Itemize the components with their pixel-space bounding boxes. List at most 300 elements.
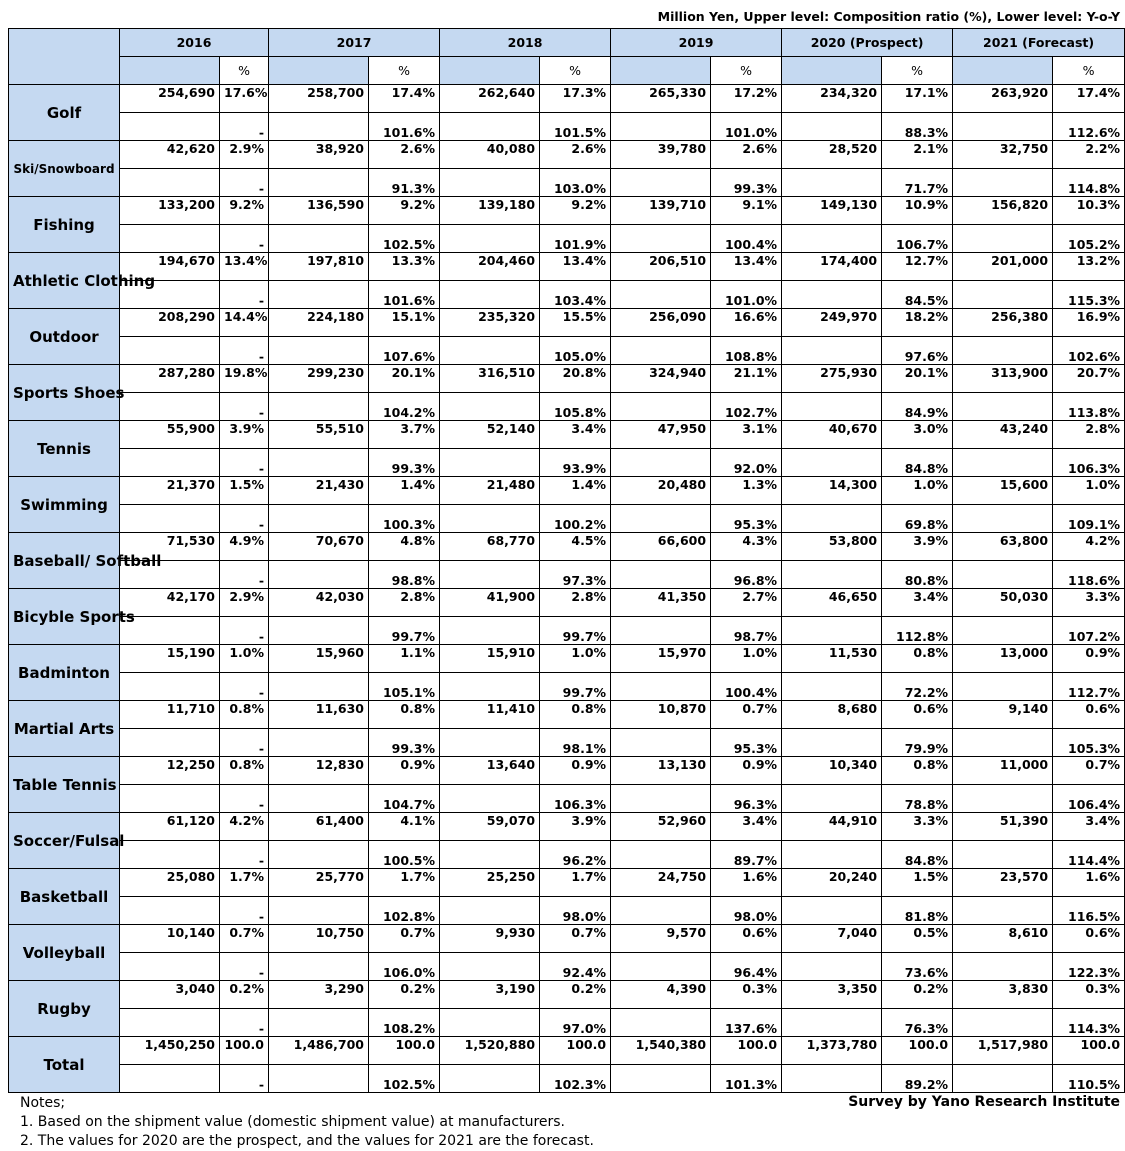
category-label: Tennis (9, 421, 120, 477)
table-row (9, 365, 1125, 393)
value-cell: 235,320 (440, 309, 540, 337)
value-cell: 20,240 (782, 869, 882, 897)
yoy-cell: 108.2% (369, 1009, 440, 1037)
value-cell: 15,910 (440, 645, 540, 673)
table-row-yoy (9, 1065, 1125, 1093)
yoy-blank-cell (120, 953, 220, 981)
share-cell: 16.6% (711, 309, 782, 337)
yoy-cell: 99.7% (540, 617, 611, 645)
shipment-table (8, 28, 1125, 1093)
yoy-blank-cell (953, 729, 1053, 757)
share-cell: 3.9% (882, 533, 953, 561)
share-cell: 1.6% (711, 869, 782, 897)
yoy-blank-cell (269, 225, 369, 253)
table-row-yoy (9, 449, 1125, 477)
yoy-blank-cell (269, 281, 369, 309)
yoy-blank-cell (269, 1009, 369, 1037)
yoy-blank-cell (120, 1065, 220, 1093)
yoy-blank-cell (120, 673, 220, 701)
share-cell: 0.8% (369, 701, 440, 729)
yoy-blank-cell (611, 841, 711, 869)
pct-subheader: % (220, 57, 269, 85)
yoy-cell: 102.7% (711, 393, 782, 421)
yoy-cell: - (220, 841, 269, 869)
share-cell: 0.6% (711, 925, 782, 953)
yoy-cell: - (220, 225, 269, 253)
value-cell: 15,960 (269, 645, 369, 673)
share-cell: 13.2% (1053, 253, 1125, 281)
value-cell: 287,280 (120, 365, 220, 393)
yoy-cell: 95.3% (711, 729, 782, 757)
share-cell: 13.4% (220, 253, 269, 281)
table-row (9, 309, 1125, 337)
value-subheader (269, 57, 369, 85)
yoy-blank-cell (269, 1065, 369, 1093)
table-row (9, 197, 1125, 225)
share-cell: 15.5% (540, 309, 611, 337)
yoy-blank-cell (269, 729, 369, 757)
share-cell: 0.9% (369, 757, 440, 785)
yoy-blank-cell (120, 785, 220, 813)
share-cell: 14.4% (220, 309, 269, 337)
yoy-cell: 105.3% (1053, 729, 1125, 757)
yoy-blank-cell (782, 617, 882, 645)
value-cell: 8,610 (953, 925, 1053, 953)
yoy-blank-cell (782, 785, 882, 813)
share-cell: 2.6% (369, 141, 440, 169)
table-row (9, 813, 1125, 841)
value-cell: 28,520 (782, 141, 882, 169)
value-cell: 299,230 (269, 365, 369, 393)
table-row (9, 757, 1125, 785)
value-cell: 133,200 (120, 197, 220, 225)
yoy-cell: 84.9% (882, 393, 953, 421)
yoy-cell: 99.3% (369, 449, 440, 477)
value-cell: 59,070 (440, 813, 540, 841)
yoy-cell: 99.3% (711, 169, 782, 197)
share-cell: 17.3% (540, 85, 611, 113)
share-cell: 1.5% (882, 869, 953, 897)
yoy-cell: - (220, 1009, 269, 1037)
year-header: 2018 (440, 29, 611, 57)
yoy-blank-cell (269, 505, 369, 533)
share-cell: 3.1% (711, 421, 782, 449)
yoy-cell: 106.4% (1053, 785, 1125, 813)
table-row (9, 477, 1125, 505)
share-cell: 0.8% (882, 757, 953, 785)
share-cell: 13.3% (369, 253, 440, 281)
yoy-cell: 114.4% (1053, 841, 1125, 869)
yoy-cell: 101.5% (540, 113, 611, 141)
value-cell: 139,710 (611, 197, 711, 225)
share-cell: 1.6% (1053, 869, 1125, 897)
yoy-blank-cell (120, 449, 220, 477)
share-cell: 17.2% (711, 85, 782, 113)
share-cell: 4.2% (1053, 533, 1125, 561)
share-cell: 3.9% (220, 421, 269, 449)
yoy-cell: 116.5% (1053, 897, 1125, 925)
note-1: 1. Based on the shipment value (domestic shipment value) at manufacturers. (20, 1114, 566, 1130)
share-cell: 2.8% (369, 589, 440, 617)
share-cell: 0.9% (1053, 645, 1125, 673)
category-label: Fishing (9, 197, 120, 253)
share-cell: 13.4% (711, 253, 782, 281)
share-cell: 0.5% (882, 925, 953, 953)
yoy-blank-cell (269, 393, 369, 421)
table-row-yoy (9, 729, 1125, 757)
yoy-cell: 112.7% (1053, 673, 1125, 701)
value-cell: 11,710 (120, 701, 220, 729)
yoy-blank-cell (611, 225, 711, 253)
share-cell: 3.4% (711, 813, 782, 841)
yoy-blank-cell (953, 113, 1053, 141)
yoy-blank-cell (953, 449, 1053, 477)
value-cell: 61,120 (120, 813, 220, 841)
yoy-blank-cell (953, 673, 1053, 701)
share-cell: 100.0 (369, 1037, 440, 1065)
yoy-cell: - (220, 785, 269, 813)
yoy-blank-cell (440, 393, 540, 421)
share-cell: 9.2% (369, 197, 440, 225)
share-cell: 10.9% (882, 197, 953, 225)
share-cell: 1.4% (540, 477, 611, 505)
share-cell: 1.0% (540, 645, 611, 673)
yoy-blank-cell (269, 449, 369, 477)
share-cell: 100.0 (1053, 1037, 1125, 1065)
value-cell: 197,810 (269, 253, 369, 281)
value-cell: 194,670 (120, 253, 220, 281)
yoy-blank-cell (953, 617, 1053, 645)
value-cell: 20,480 (611, 477, 711, 505)
share-cell: 3.3% (1053, 589, 1125, 617)
yoy-cell: 98.7% (711, 617, 782, 645)
value-cell: 25,080 (120, 869, 220, 897)
value-cell: 52,140 (440, 421, 540, 449)
value-cell: 50,030 (953, 589, 1053, 617)
yoy-cell: 115.3% (1053, 281, 1125, 309)
yoy-cell: 81.8% (882, 897, 953, 925)
share-cell: 9.1% (711, 197, 782, 225)
value-cell: 7,040 (782, 925, 882, 953)
share-cell: 4.1% (369, 813, 440, 841)
share-cell: 2.2% (1053, 141, 1125, 169)
value-cell: 63,800 (953, 533, 1053, 561)
table-row (9, 589, 1125, 617)
yoy-cell: 102.8% (369, 897, 440, 925)
value-cell: 224,180 (269, 309, 369, 337)
yoy-cell: 99.3% (369, 729, 440, 757)
share-cell: 3.7% (369, 421, 440, 449)
yoy-blank-cell (611, 561, 711, 589)
value-cell: 41,350 (611, 589, 711, 617)
share-cell: 3.4% (1053, 813, 1125, 841)
share-cell: 17.1% (882, 85, 953, 113)
yoy-cell: 88.3% (882, 113, 953, 141)
yoy-blank-cell (440, 505, 540, 533)
value-cell: 25,770 (269, 869, 369, 897)
yoy-cell: 101.6% (369, 281, 440, 309)
yoy-blank-cell (611, 113, 711, 141)
yoy-cell: 101.3% (711, 1065, 782, 1093)
yoy-cell: 102.5% (369, 1065, 440, 1093)
category-label: Sports Shoes (9, 365, 120, 421)
value-cell: 70,670 (269, 533, 369, 561)
share-cell: 1.1% (369, 645, 440, 673)
value-cell: 24,750 (611, 869, 711, 897)
value-cell: 1,373,780 (782, 1037, 882, 1065)
value-cell: 1,517,980 (953, 1037, 1053, 1065)
yoy-cell: 96.4% (711, 953, 782, 981)
note-2: 2. The values for 2020 are the prospect, and the values for 2021 are the forecast. (20, 1133, 594, 1149)
share-cell: 0.7% (220, 925, 269, 953)
share-cell: 0.6% (1053, 701, 1125, 729)
yoy-cell: 95.3% (711, 505, 782, 533)
share-cell: 9.2% (220, 197, 269, 225)
pct-subheader: % (369, 57, 440, 85)
value-cell: 13,130 (611, 757, 711, 785)
value-subheader (953, 57, 1053, 85)
category-label: Soccer/Fulsal (9, 813, 120, 869)
share-cell: 100.0 (540, 1037, 611, 1065)
share-cell: 0.8% (882, 645, 953, 673)
value-cell: 40,670 (782, 421, 882, 449)
value-cell: 3,190 (440, 981, 540, 1009)
value-cell: 42,620 (120, 141, 220, 169)
yoy-blank-cell (440, 449, 540, 477)
yoy-blank-cell (782, 337, 882, 365)
yoy-cell: 100.3% (369, 505, 440, 533)
yoy-cell: 113.8% (1053, 393, 1125, 421)
yoy-blank-cell (782, 729, 882, 757)
yoy-cell: 96.2% (540, 841, 611, 869)
yoy-cell: - (220, 561, 269, 589)
value-cell: 1,486,700 (269, 1037, 369, 1065)
yoy-blank-cell (269, 561, 369, 589)
yoy-blank-cell (120, 169, 220, 197)
notes (20, 1094, 594, 1151)
share-cell: 10.3% (1053, 197, 1125, 225)
value-cell: 21,430 (269, 477, 369, 505)
share-cell: 2.7% (711, 589, 782, 617)
value-cell: 139,180 (440, 197, 540, 225)
yoy-cell: 105.1% (369, 673, 440, 701)
value-cell: 44,910 (782, 813, 882, 841)
yoy-blank-cell (953, 841, 1053, 869)
yoy-blank-cell (440, 1009, 540, 1037)
share-cell: 3.4% (882, 589, 953, 617)
yoy-cell: 103.4% (540, 281, 611, 309)
unit-note: Million Yen, Upper level: Composition ratio (%), Lower level: Y-o-Y (657, 9, 1120, 24)
yoy-blank-cell (440, 113, 540, 141)
yoy-blank-cell (269, 897, 369, 925)
yoy-blank-cell (611, 169, 711, 197)
share-cell: 19.8% (220, 365, 269, 393)
share-cell: 18.2% (882, 309, 953, 337)
yoy-blank-cell (953, 561, 1053, 589)
value-cell: 11,410 (440, 701, 540, 729)
table-row-yoy (9, 225, 1125, 253)
yoy-cell: 72.2% (882, 673, 953, 701)
yoy-blank-cell (120, 337, 220, 365)
share-cell: 0.3% (1053, 981, 1125, 1009)
share-cell: 2.6% (711, 141, 782, 169)
yoy-blank-cell (611, 953, 711, 981)
share-cell: 1.0% (220, 645, 269, 673)
share-cell: 1.5% (220, 477, 269, 505)
yoy-cell: - (220, 169, 269, 197)
value-cell: 254,690 (120, 85, 220, 113)
yoy-cell: 114.3% (1053, 1009, 1125, 1037)
yoy-cell: 100.4% (711, 673, 782, 701)
yoy-cell: - (220, 953, 269, 981)
value-cell: 3,040 (120, 981, 220, 1009)
yoy-blank-cell (611, 617, 711, 645)
yoy-blank-cell (953, 505, 1053, 533)
category-label: Bicyble Sports (9, 589, 120, 645)
yoy-blank-cell (120, 225, 220, 253)
table-row (9, 925, 1125, 953)
share-cell: 4.3% (711, 533, 782, 561)
yoy-cell: 107.2% (1053, 617, 1125, 645)
value-cell: 208,290 (120, 309, 220, 337)
yoy-blank-cell (953, 897, 1053, 925)
value-cell: 32,750 (953, 141, 1053, 169)
value-cell: 43,240 (953, 421, 1053, 449)
value-cell: 9,570 (611, 925, 711, 953)
yoy-blank-cell (611, 393, 711, 421)
pct-subheader: % (882, 57, 953, 85)
table-row (9, 701, 1125, 729)
value-cell: 174,400 (782, 253, 882, 281)
yoy-cell: 114.8% (1053, 169, 1125, 197)
share-cell: 4.8% (369, 533, 440, 561)
value-cell: 201,000 (953, 253, 1053, 281)
share-cell: 1.3% (711, 477, 782, 505)
yoy-blank-cell (269, 169, 369, 197)
year-header: 2020 (Prospect) (782, 29, 953, 57)
share-cell: 17.6% (220, 85, 269, 113)
value-cell: 324,940 (611, 365, 711, 393)
yoy-blank-cell (440, 897, 540, 925)
year-header: 2021 (Forecast) (953, 29, 1125, 57)
yoy-blank-cell (120, 1009, 220, 1037)
share-cell: 0.2% (882, 981, 953, 1009)
yoy-cell: 102.6% (1053, 337, 1125, 365)
yoy-cell: 98.0% (540, 897, 611, 925)
yoy-cell: 107.6% (369, 337, 440, 365)
share-cell: 3.4% (540, 421, 611, 449)
share-cell: 4.9% (220, 533, 269, 561)
yoy-cell: 71.7% (882, 169, 953, 197)
yoy-cell: - (220, 729, 269, 757)
yoy-blank-cell (120, 897, 220, 925)
yoy-cell: 98.8% (369, 561, 440, 589)
value-cell: 55,510 (269, 421, 369, 449)
category-label: Badminton (9, 645, 120, 701)
yoy-cell: 122.3% (1053, 953, 1125, 981)
value-cell: 10,340 (782, 757, 882, 785)
table-row (9, 645, 1125, 673)
share-cell: 0.9% (540, 757, 611, 785)
yoy-blank-cell (269, 953, 369, 981)
share-cell: 2.9% (220, 141, 269, 169)
pct-subheader: % (711, 57, 782, 85)
yoy-cell: 110.5% (1053, 1065, 1125, 1093)
value-cell: 275,930 (782, 365, 882, 393)
value-cell: 21,370 (120, 477, 220, 505)
value-cell: 256,380 (953, 309, 1053, 337)
table-row-yoy (9, 841, 1125, 869)
value-cell: 47,950 (611, 421, 711, 449)
yoy-cell: 89.2% (882, 1065, 953, 1093)
yoy-cell: 137.6% (711, 1009, 782, 1037)
yoy-blank-cell (782, 841, 882, 869)
yoy-blank-cell (120, 841, 220, 869)
yoy-cell: 84.5% (882, 281, 953, 309)
value-cell: 1,450,250 (120, 1037, 220, 1065)
yoy-cell: 100.4% (711, 225, 782, 253)
yoy-blank-cell (782, 1065, 882, 1093)
table-row (9, 533, 1125, 561)
share-cell: 1.0% (1053, 477, 1125, 505)
yoy-cell: 92.0% (711, 449, 782, 477)
value-subheader (440, 57, 540, 85)
value-cell: 66,600 (611, 533, 711, 561)
year-header: 2016 (120, 29, 269, 57)
value-cell: 204,460 (440, 253, 540, 281)
yoy-blank-cell (269, 785, 369, 813)
value-cell: 9,140 (953, 701, 1053, 729)
yoy-cell: 93.9% (540, 449, 611, 477)
yoy-blank-cell (611, 281, 711, 309)
share-cell: 20.1% (369, 365, 440, 393)
value-cell: 14,300 (782, 477, 882, 505)
yoy-blank-cell (953, 281, 1053, 309)
yoy-cell: 104.7% (369, 785, 440, 813)
yoy-blank-cell (269, 673, 369, 701)
yoy-cell: 92.4% (540, 953, 611, 981)
value-cell: 10,140 (120, 925, 220, 953)
yoy-cell: 79.9% (882, 729, 953, 757)
yoy-blank-cell (611, 673, 711, 701)
yoy-cell: 106.0% (369, 953, 440, 981)
share-cell: 0.6% (1053, 925, 1125, 953)
yoy-blank-cell (440, 617, 540, 645)
value-subheader (120, 57, 220, 85)
table-row-yoy (9, 169, 1125, 197)
share-cell: 1.7% (540, 869, 611, 897)
share-cell: 3.3% (882, 813, 953, 841)
yoy-cell: - (220, 281, 269, 309)
yoy-blank-cell (782, 281, 882, 309)
yoy-cell: - (220, 897, 269, 925)
yoy-cell: 97.6% (882, 337, 953, 365)
value-cell: 149,130 (782, 197, 882, 225)
value-cell: 71,530 (120, 533, 220, 561)
yoy-blank-cell (611, 449, 711, 477)
table-row-yoy (9, 113, 1125, 141)
share-cell: 100.0 (711, 1037, 782, 1065)
value-cell: 11,530 (782, 645, 882, 673)
yoy-blank-cell (782, 953, 882, 981)
yoy-blank-cell (611, 1009, 711, 1037)
value-cell: 249,970 (782, 309, 882, 337)
value-cell: 25,250 (440, 869, 540, 897)
value-cell: 53,800 (782, 533, 882, 561)
yoy-cell: 108.8% (711, 337, 782, 365)
value-cell: 38,920 (269, 141, 369, 169)
yoy-blank-cell (611, 505, 711, 533)
